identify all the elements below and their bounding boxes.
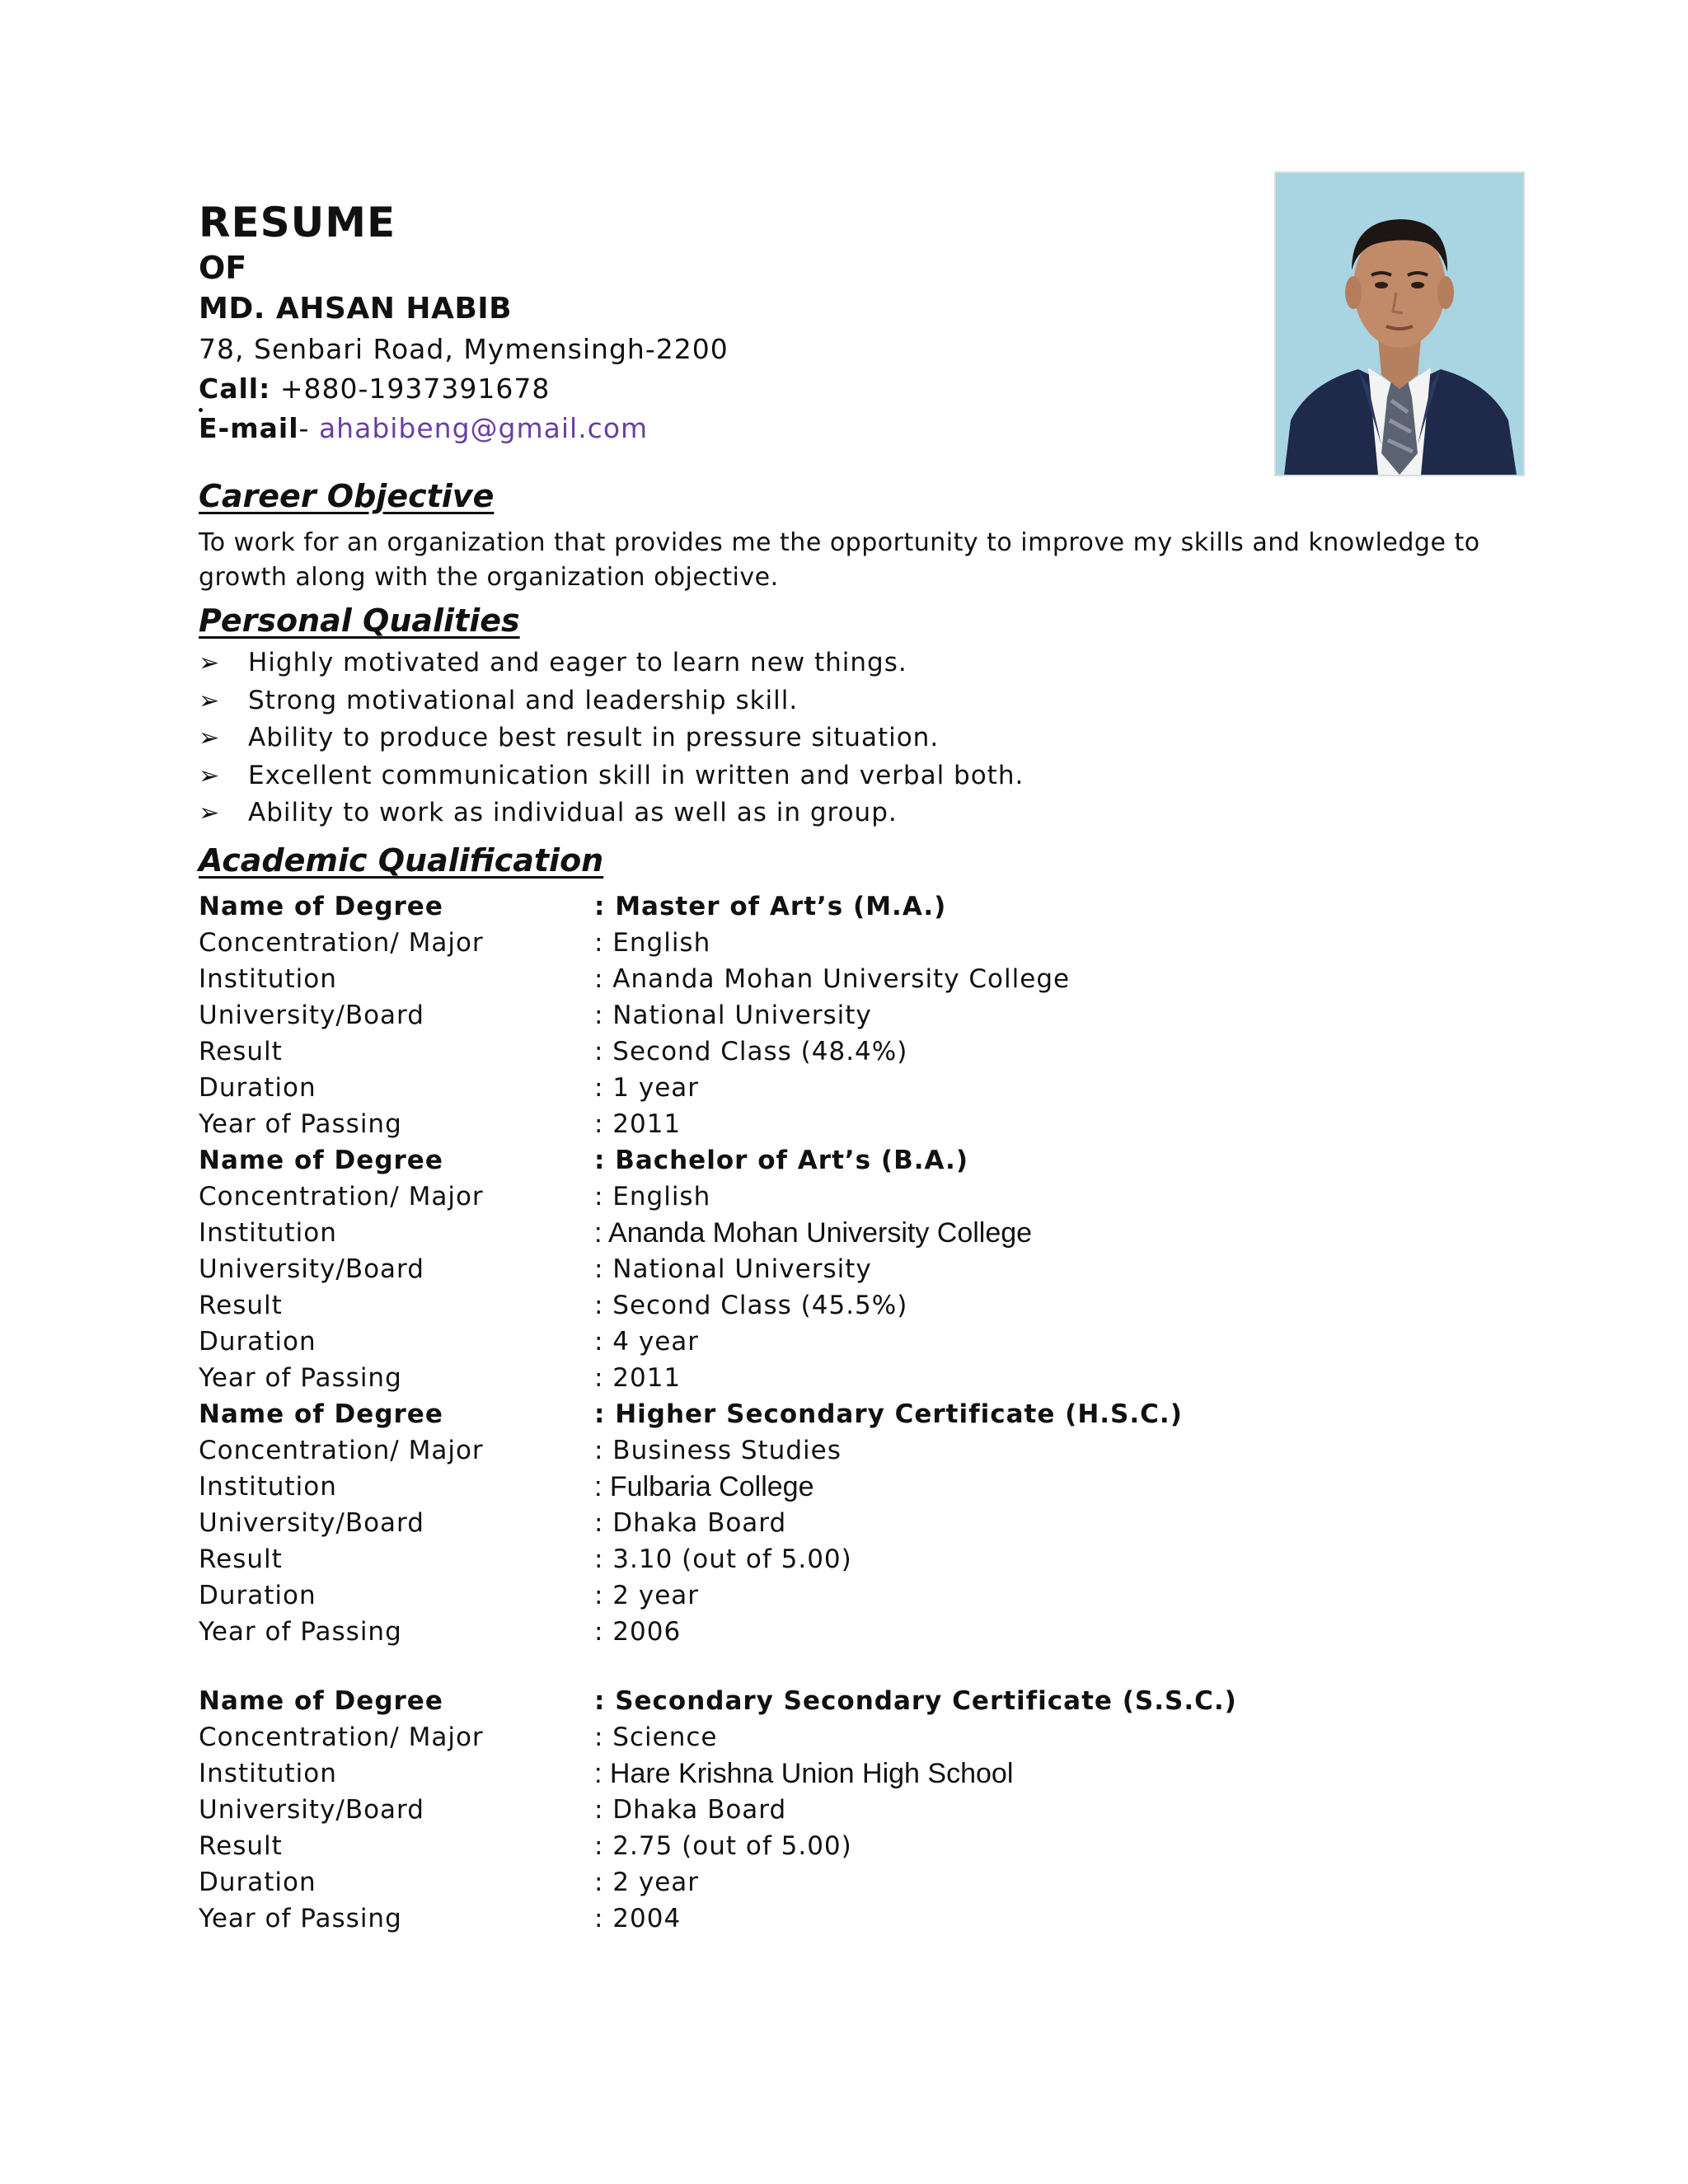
major-label: Concentration/ Major [199,1722,484,1752]
board-value: : Dhaka Board [594,1508,787,1538]
academic-qualification-heading: Academic Qualification [199,842,604,879]
degree-block-ssc [199,1683,1484,1937]
table-row [199,1900,1484,1937]
year-label: Year of Passing [199,1363,402,1393]
arrow-bullet-icon: ➢ [199,761,221,790]
institution-label: Institution [199,1759,337,1788]
year-label: Year of Passing [199,1904,402,1933]
year-value: : 2011 [594,1363,682,1393]
major-label: Concentration/ Major [199,1436,484,1465]
major-value: : English [594,1182,711,1212]
year-label: Year of Passing [199,1109,402,1139]
institution-value: : Fulbaria College [594,1471,814,1502]
list-item [199,794,1435,832]
candidate-name: MD. AHSAN HABIB [199,292,513,326]
major-label: Concentration/ Major [199,928,484,958]
list-item [199,682,1435,720]
institution-label: Institution [199,1472,337,1502]
table-row [199,1469,1484,1505]
table-row [199,1755,1484,1792]
academic-qualification-table [199,888,1484,1937]
degree-block-hsc [199,1396,1484,1650]
personal-qualities-list [199,644,1435,832]
result-value: : 3.10 (out of 5.00) [594,1544,852,1574]
table-row [199,961,1484,997]
email-separator: - [298,412,310,444]
board-label: University/Board [199,1254,424,1284]
year-value: : 2006 [594,1617,682,1647]
degree-label: Name of Degree [199,892,443,921]
degree-value: : Secondary Secondary Certificate (S.S.C.) [594,1686,1237,1716]
degree-value: : Master of Art’s (M.A.) [594,892,947,921]
board-value: : Dhaka Board [594,1795,787,1825]
table-row [199,1792,1484,1828]
resume-header [199,198,1229,448]
table-row [199,1828,1484,1864]
resume-of: OF [199,250,247,286]
personal-qualities-heading: Personal Qualities [199,602,520,639]
career-objective-heading: Career Objective [199,478,495,514]
board-label: University/Board [199,1795,424,1825]
board-label: University/Board [199,1001,424,1030]
major-label: Concentration/ Major [199,1182,484,1212]
duration-label: Duration [199,1073,316,1103]
institution-label: Institution [199,964,337,994]
table-row [199,1577,1484,1614]
email-link[interactable]: ahabibeng@gmail.com [318,412,649,444]
arrow-bullet-icon: ➢ [199,686,221,715]
table-row [199,1215,1484,1251]
table-row [199,1432,1484,1469]
duration-label: Duration [199,1327,316,1357]
arrow-bullet-icon: ➢ [199,724,221,752]
degree-block-ma [199,888,1484,1142]
degree-value: : Bachelor of Art’s (B.A.) [594,1146,968,1175]
table-row [199,1864,1484,1900]
degree-label: Name of Degree [199,1399,443,1429]
table-row [199,1324,1484,1360]
list-item [199,644,1435,682]
major-value: : Business Studies [594,1436,842,1465]
table-row [199,1614,1484,1650]
duration-value: : 2 year [594,1581,700,1610]
table-row [199,1287,1484,1324]
board-value: : National University [594,1001,872,1030]
arrow-bullet-icon: ➢ [199,799,221,827]
phone-label: Call: [199,373,271,405]
quality-text: Strong motivational and leadership skill. [248,685,799,715]
result-label: Result [199,1037,283,1066]
phone-line [199,369,1229,409]
degree-block-ba [199,1142,1484,1396]
table-row [199,1179,1484,1215]
duration-value: : 4 year [594,1327,700,1357]
duration-value: : 2 year [594,1868,700,1897]
list-item [199,719,1435,757]
duration-value: : 1 year [594,1073,700,1103]
email-label: E-mail [199,412,299,444]
profile-photo [1274,171,1525,476]
degree-label: Name of Degree [199,1146,443,1175]
phone-number: +880-1937391678 [279,373,551,405]
result-value: : 2.75 (out of 5.00) [594,1831,852,1861]
result-label: Result [199,1544,283,1574]
year-value: : 2011 [594,1109,682,1139]
degree-value: : Higher Secondary Certificate (H.S.C.) [594,1399,1183,1429]
resume-title: RESUME [199,199,396,246]
address: 78, Senbari Road, Mymensingh-2200 [199,333,729,365]
quality-text: Highly motivated and eager to learn new things. [248,648,907,677]
result-label: Result [199,1291,283,1320]
institution-value: : Ananda Mohan University College [594,1217,1033,1249]
quality-text: Excellent communication skill in written and verbal both. [248,760,1025,790]
table-row [199,888,1484,925]
table-row [199,1142,1484,1179]
table-row [199,1106,1484,1142]
table-row [199,997,1484,1033]
table-row [199,1396,1484,1432]
institution-value: : Hare Krishna Union High School [594,1758,1014,1789]
profile-photo-image [1276,173,1523,475]
bullet-dot [199,408,203,412]
result-label: Result [199,1831,283,1861]
table-row [199,1541,1484,1577]
table-row [199,1251,1484,1287]
duration-label: Duration [199,1868,316,1897]
career-objective-text: To work for an organization that provides me the opportunity to improve my skills and knowledge to growth along with the organization objective. [199,528,1480,592]
degree-label: Name of Degree [199,1686,443,1716]
institution-value: : Ananda Mohan University College [594,964,1071,994]
major-value: : Science [594,1722,718,1752]
institution-label: Institution [199,1218,337,1248]
board-label: University/Board [199,1508,424,1538]
result-value: : Second Class (45.5%) [594,1291,908,1320]
table-row [199,1360,1484,1396]
result-value: : Second Class (48.4%) [594,1037,908,1066]
table-row [199,1505,1484,1541]
table-row [199,1719,1484,1755]
list-item [199,757,1435,795]
year-value: : 2004 [594,1904,682,1933]
year-label: Year of Passing [199,1617,402,1647]
major-value: : English [594,928,711,958]
table-row [199,1033,1484,1070]
table-row [199,1683,1484,1719]
email-line [199,409,1229,448]
duration-label: Duration [199,1581,316,1610]
table-row [199,925,1484,961]
table-row [199,1070,1484,1106]
quality-text: Ability to work as individual as well as in group. [248,798,898,827]
arrow-bullet-icon: ➢ [199,649,221,677]
spacer [199,1650,1484,1683]
quality-text: Ability to produce best result in pressure situation. [248,723,940,752]
board-value: : National University [594,1254,872,1284]
